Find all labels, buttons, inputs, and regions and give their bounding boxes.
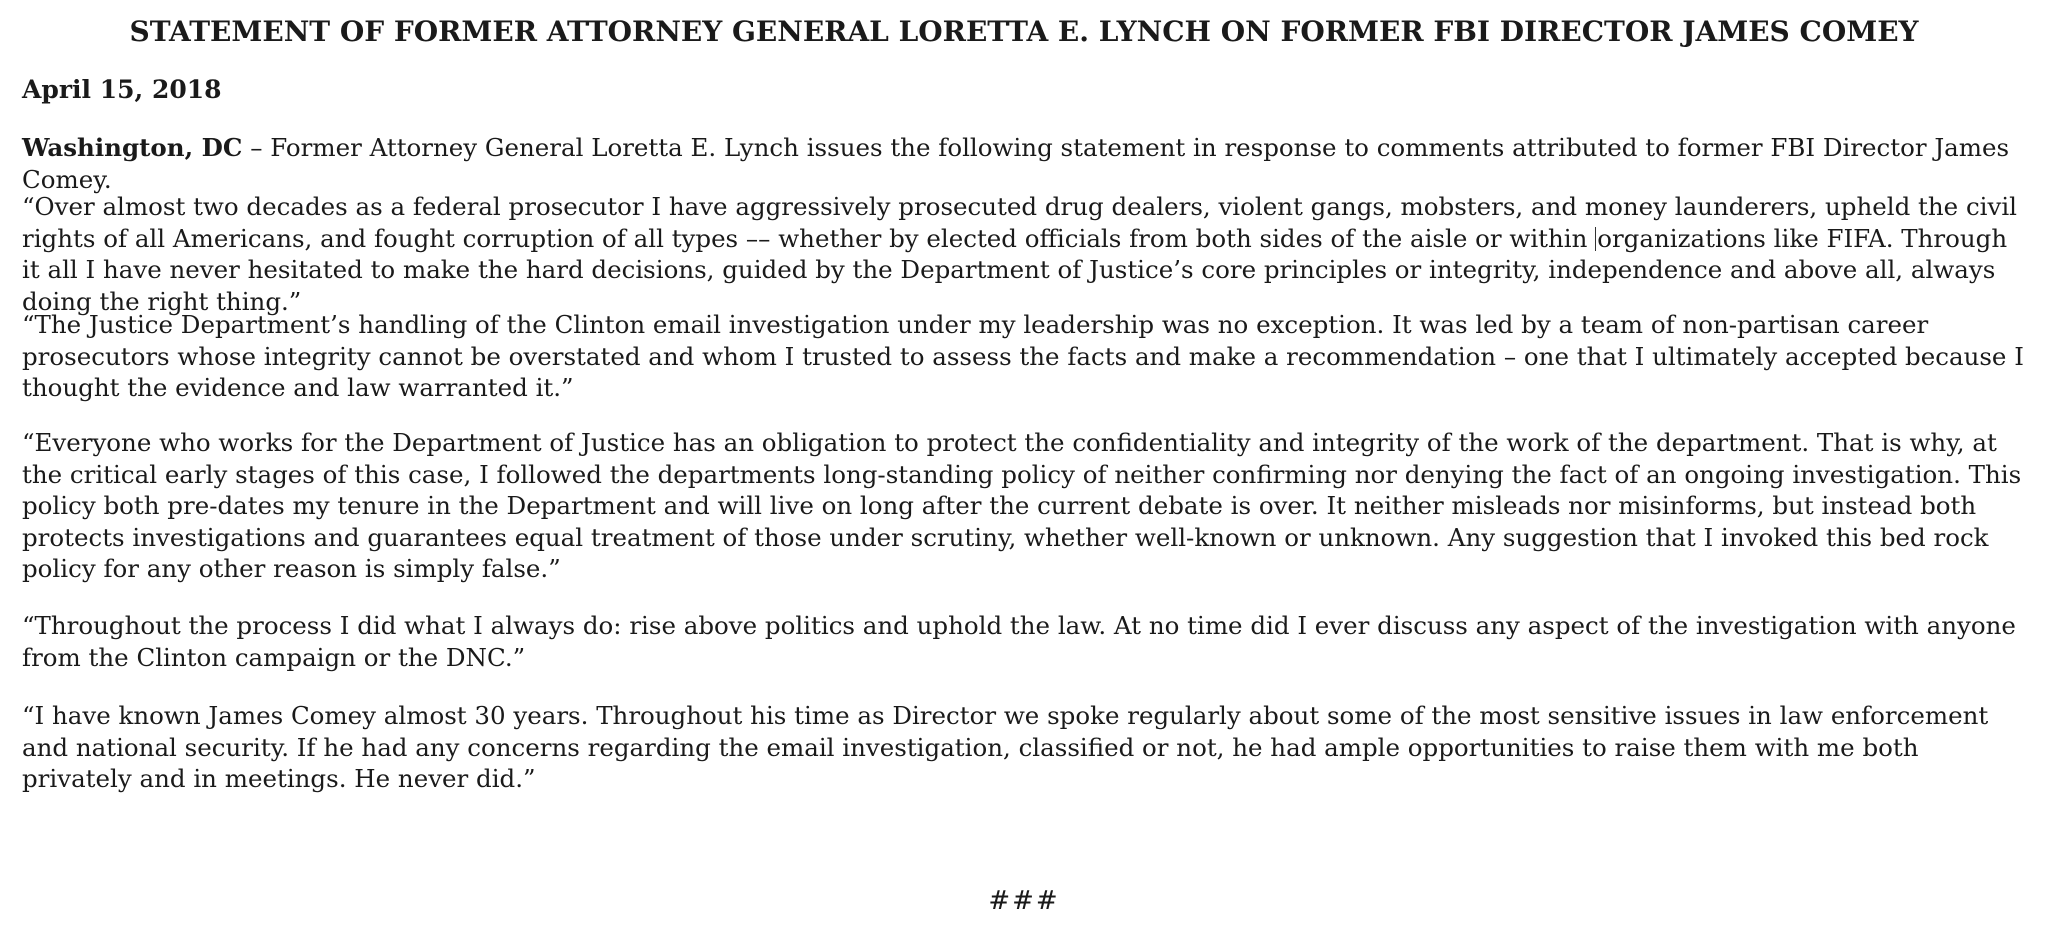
quote-paragraph-2[interactable]: “The Justice Department’s handling of the Clinton email investigation under my leadership was no exception. It was led by a team of non-partisan career prosecutors whose integrity cannot be overstated and whom I trusted to assess the facts and make a recommendation – one that I ultimately accepted because I thought the evidence and law warranted it.” (22, 310, 2024, 402)
statement-date: April 15, 2018 (22, 75, 222, 104)
quote-paragraph-4[interactable]: “Throughout the process I did what I always do: rise above politics and uphold the law. At no time did I ever discuss any aspect of the investigation with anyone from the Clinton campaign or the DNC.” (22, 611, 2016, 672)
quote-paragraph-3[interactable]: “Everyone who works for the Department of Justice has an obligation to protect the confidentiality and integrity of the work of the department. That is why, at the critical early stages of this case, I followed the departments long-standing policy of neither confirming nor denying the fact of an ongoing investigation. This policy both pre-dates my tenure in the Department and will live on long after the current debate is over. It neither misleads nor misinforms, but instead both protects investigations and guarantees equal treatment of those under scrutiny, whether well-known or unknown. Any suggestion that I invoked this bed rock policy for any other reason is simply false.” (22, 428, 2022, 583)
quote-text-part-1: “Over almost two decades as a federal prosecutor I have aggressively prosecuted drug dealers, violent gangs, mobsters, and money launderers, upheld the civil rights of all Americans, and fought corruption of all types –– whether by elected officials from both sides of the aisle or within (22, 192, 2018, 253)
quote-paragraph-5[interactable]: “I have known James Comey almost 30 years. Throughout his time as Director we spoke regularly about some of the most sensitive issues in law enforcement and national security. If he had any concerns regarding the email investigation, classified or not, he had ample opportunities to raise them with me both privately and in meetings. He never did.” (22, 701, 1989, 793)
quote-paragraph-1[interactable] (22, 191, 2028, 317)
document-title: STATEMENT OF FORMER ATTORNEY GENERAL LORETTA E. LYNCH ON FORMER FBI DIRECTOR JAMES COMEY (129, 15, 1919, 48)
quote-text-part-2: organizations like FIFA. Through it all I have never hesitated to make the hard decisions, guided by the Department of Justice’s core principles or integrity, independence and above all, always doing the right thing.” (22, 223, 2008, 316)
end-of-document-mark: ### (988, 886, 1060, 916)
intro-text: – Former Attorney General Loretta E. Lynch issues the following statement in response to comments attributed to former FBI Director James Comey. (22, 133, 2010, 194)
dateline-place: Washington, DC (22, 133, 243, 162)
intro-paragraph (22, 132, 2028, 195)
